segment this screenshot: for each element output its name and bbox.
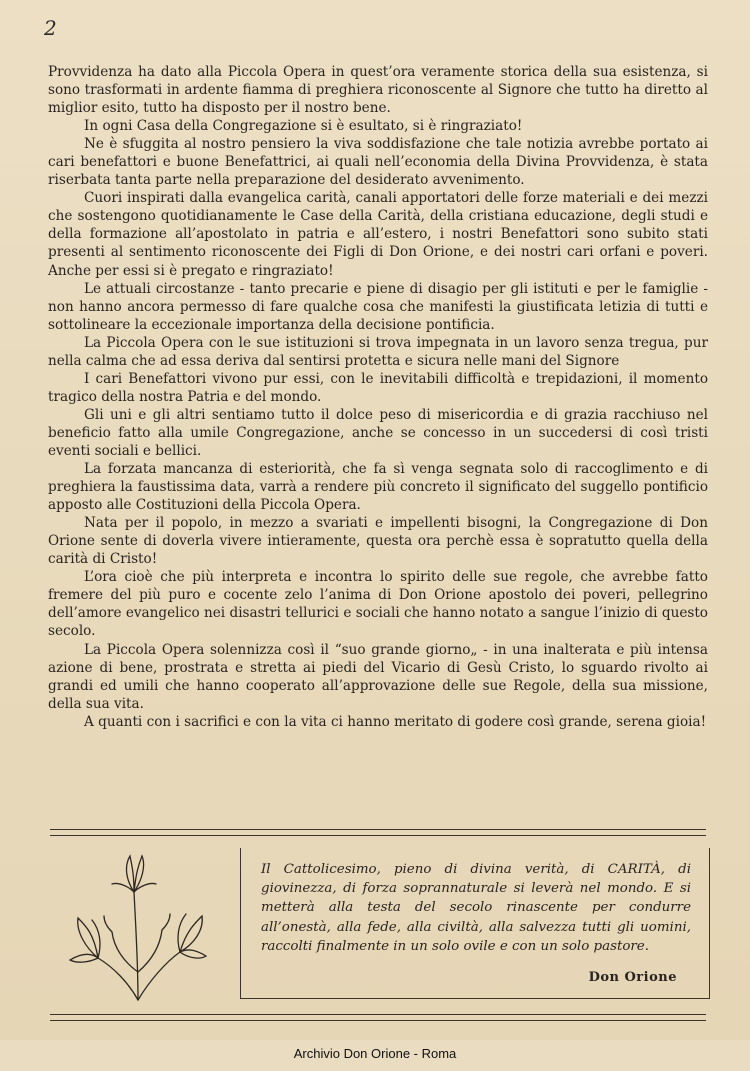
- paragraph: Cuori inspirati dalla evangelica carità, canali apportatori delle forze materiali e dei mezzi che sostengono quotidianamente le Case della Carità, della cristiana educazione, degli studi e della formazione all’apostolato in patria e all’estero, i nostri Benefattori sono subito stati presenti al sentimento riconoscente dei Figli di Don Orione, e dei nostri cari orfani e poveri. Anche per essi si è pregato e ringraziato!: [48, 190, 708, 279]
- lily-flower-icon: [68, 852, 208, 1002]
- paragraph: Nata per il popolo, in mezzo a svariati e impellenti bisogni, la Congregazione di Don Orione sente di doverla vivere intieramente, questa ora perchè essa è sopratutto quella della carità di Cristo!: [48, 515, 708, 568]
- paragraph: I cari Benefattori vivono pur essi, con le inevitabili difficoltà e trepidazioni, il momento tragico della nostra Patria e del mondo.: [48, 370, 708, 405]
- article-body: [48, 63, 708, 731]
- paragraph: Le attuali circostanze - tanto precarie e piene di disagio per gli istituti e per le famiglie - non hanno ancora permesso di fare qualche cosa che manifesti la giustificata letizia di tutti e sottolineare la eccezionale importanza della decisione pontificia.: [48, 280, 708, 333]
- paragraph: La Piccola Opera solennizza così il “suo grande giorno„ - in una inalterata e più intensa azione di bene, prostrata e stretta ai piedi del Vicario di Gesù Cristo, lo sguardo rivolto ai grandi ed umili che hanno cooperato all’approvazione delle sue Regole, della sua missione, della sua vita.: [48, 641, 708, 712]
- paragraph: L’ora cioè che più interpreta e incontra lo spirito delle sue regole, che avrebbe fatto fremere del più puro e cocente zelo l’anima di Don Orione apostolo dei poveri, pellegrino dell’amore evangelico nei disastri tellurici e sociali che hanno notato a sangue l’inizio di questo secolo.: [48, 569, 708, 640]
- archive-footer: Archivio Don Orione - Roma: [293, 1046, 457, 1061]
- paragraph: In ogni Casa della Congregazione si è esultato, si è ringraziato!: [84, 118, 523, 135]
- paragraph: La Piccola Opera con le sue istituzioni si trova impegnata in un lavoro senza tregua, pur nella calma che ad essa deriva dal sentirsi protetta e sicura nelle mani del Signore: [48, 334, 708, 369]
- quote-box: [240, 848, 710, 999]
- section-divider: [50, 829, 706, 836]
- paragraph: Provvidenza ha dato alla Piccola Opera in quest’ora veramente storica della sua esistenza, si sono trasformati in ardente fiamma di preghiera riconoscente al Signore che tutto ha diretto al miglior esito, tutto ha disposto per il nostro bene.: [48, 64, 708, 117]
- quote-author: Don Orione: [588, 970, 677, 985]
- bottom-divider: [50, 1014, 706, 1021]
- paragraph: Ne è sfuggita al nostro pensiero la viva soddisfazione che tale notizia avrebbe portato ai cari benefattori e buone Benefattrici, ai quali nell’economia della Divina Provvidenza, è stata riserbata tanta parte nella preparazione del desiderato avvenimento.: [48, 136, 708, 189]
- paragraph: La forzata mancanza di esteriorità, che fa sì venga segnata solo di raccoglimento e di preghiera la faustissima data, varrà a rendere più concreto il significato del suggello pontificio apposto alle Costituzioni della Piccola Opera.: [48, 461, 708, 514]
- page-number: 2: [44, 16, 57, 40]
- paragraph: Gli uni e gli altri sentiamo tutto il dolce peso di misericordia e di grazia racchiuso nel beneficio fatto alla umile Congregazione, anche se concesso in un succedersi di così tristi eventi sociali e bellici.: [48, 406, 708, 459]
- paragraph: A quanti con i sacrifici e con la vita ci hanno meritato di godere così grande, serena gioia!: [84, 713, 707, 730]
- quote-text: Il Cattolicesimo, pieno di divina verità, di CARITÀ, di giovinezza, di forza soprannaturale si leverà nel mondo. E si metterà alla testa del secolo rinascente per condurre all’onestà, alla fede, alla civiltà, alla salvezza tutti gli uomini, raccolti finalmente in un solo ovile e con un solo pastore.: [261, 862, 691, 954]
